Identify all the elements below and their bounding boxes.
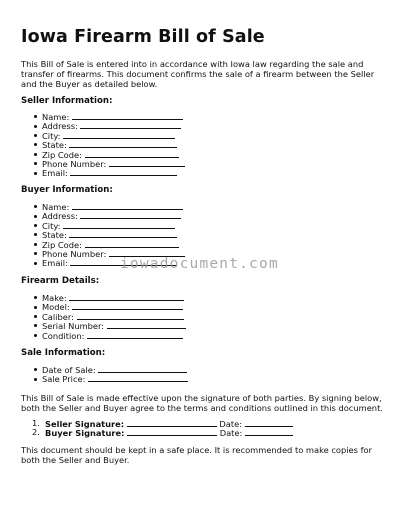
firearm-make-line[interactable] [69, 293, 184, 301]
firearm-caliber-item [0, 312, 186, 321]
buyer-city-line[interactable] [63, 221, 175, 229]
buyer-field-list [0, 202, 185, 268]
buyer-city-item [0, 221, 185, 230]
firearm-model-item [0, 302, 186, 311]
seller-zip-line[interactable] [85, 150, 179, 158]
field-label: Email: [42, 258, 68, 269]
buyer-email-line[interactable] [70, 258, 177, 266]
closing-paragraph: This document should be kept in a safe place. It is recommended to make copies for both the Seller and Buyer. [21, 445, 373, 465]
field-label: Make: [42, 293, 67, 303]
buyer-zip-item [0, 240, 185, 249]
sale-date-line[interactable] [98, 365, 187, 373]
seller-signature-item [0, 419, 293, 428]
field-label: Zip Code: [42, 239, 82, 250]
buyer-signature-label: Buyer Signature: [45, 428, 125, 439]
field-label: Address: [42, 211, 78, 222]
page-title: Iowa Firearm Bill of Sale [21, 27, 265, 47]
buyer-address-line[interactable] [80, 211, 181, 219]
seller-zip-item [0, 150, 185, 159]
seller-address-line[interactable] [80, 121, 181, 129]
field-label: Name: [42, 112, 70, 122]
buyer-signature-line[interactable] [127, 428, 217, 436]
seller-phone-item [0, 159, 185, 168]
watermark-text: iowadocument.com [120, 256, 279, 272]
field-label: Date of Sale: [42, 365, 96, 375]
buyer-address-item [0, 211, 185, 220]
buyer-name-line[interactable] [72, 202, 183, 210]
sale-date-item [0, 365, 188, 374]
field-label: City: [42, 130, 61, 141]
intro-paragraph: This Bill of Sale is entered into in accordance with Iowa law regarding the sale and transfer of firearms. This document confirms the sale of a firearm between the Seller and the Buyer as detailed below. [21, 59, 375, 89]
field-label: Caliber: [42, 311, 74, 322]
signature-list [0, 419, 293, 438]
buyer-phone-item [0, 249, 185, 258]
field-label: Phone Number: [42, 248, 107, 259]
field-label: Serial Number: [42, 321, 105, 332]
buyer-state-line[interactable] [69, 230, 177, 238]
field-label: Phone Number: [42, 158, 107, 169]
sale-heading: Sale Information: [21, 348, 106, 358]
firearm-condition-item [0, 331, 186, 340]
sale-price-item [0, 374, 188, 383]
seller-city-line[interactable] [63, 131, 175, 139]
firearm-make-item [0, 293, 186, 302]
firearm-serial-line[interactable] [107, 321, 186, 329]
agreement-paragraph: This Bill of Sale is made effective upon the signature of both parties. By signing below, both the Seller and Buyer agree to the terms and conditions outlined in this document. [21, 393, 383, 413]
field-label: Email: [42, 168, 68, 179]
field-label: State: [42, 140, 67, 151]
date-label: Date: [219, 419, 242, 429]
field-label: Sale Price: [42, 374, 86, 385]
buyer-zip-line[interactable] [85, 240, 179, 248]
seller-heading: Seller Information: [21, 96, 113, 106]
firearm-heading: Firearm Details: [21, 276, 100, 286]
seller-state-line[interactable] [69, 140, 177, 148]
field-label: Condition: [42, 330, 85, 341]
list-number: 2. [32, 427, 40, 438]
buyer-name-item [0, 202, 185, 211]
field-label: City: [42, 220, 61, 231]
list-number: 1. [32, 418, 40, 428]
field-label: Zip Code: [42, 149, 82, 160]
seller-name-item [0, 112, 185, 121]
seller-signature-label: Seller Signature: [45, 419, 125, 429]
seller-name-line[interactable] [72, 112, 183, 120]
seller-email-item [0, 168, 185, 177]
seller-date-line[interactable] [245, 419, 293, 427]
field-label: Name: [42, 202, 70, 212]
buyer-signature-item [0, 428, 293, 437]
buyer-email-item [0, 258, 185, 267]
seller-city-item [0, 131, 185, 140]
firearm-caliber-line[interactable] [77, 312, 184, 320]
field-label: Model: [42, 302, 70, 313]
buyer-state-item [0, 230, 185, 239]
buyer-phone-line[interactable] [109, 249, 185, 257]
seller-state-item [0, 140, 185, 149]
seller-field-list [0, 112, 185, 178]
field-label: Address: [42, 121, 78, 132]
firearm-serial-item [0, 321, 186, 330]
seller-address-item [0, 121, 185, 130]
buyer-date-line[interactable] [245, 428, 293, 436]
sale-field-list [0, 365, 188, 384]
firearm-field-list [0, 293, 186, 340]
seller-email-line[interactable] [70, 168, 177, 176]
sale-price-line[interactable] [88, 374, 188, 382]
seller-phone-line[interactable] [109, 159, 185, 167]
date-label: Date: [219, 428, 243, 439]
field-label: State: [42, 230, 67, 241]
firearm-condition-line[interactable] [87, 331, 183, 339]
seller-signature-line[interactable] [127, 419, 217, 427]
firearm-model-line[interactable] [72, 302, 183, 310]
buyer-heading: Buyer Information: [21, 185, 113, 195]
